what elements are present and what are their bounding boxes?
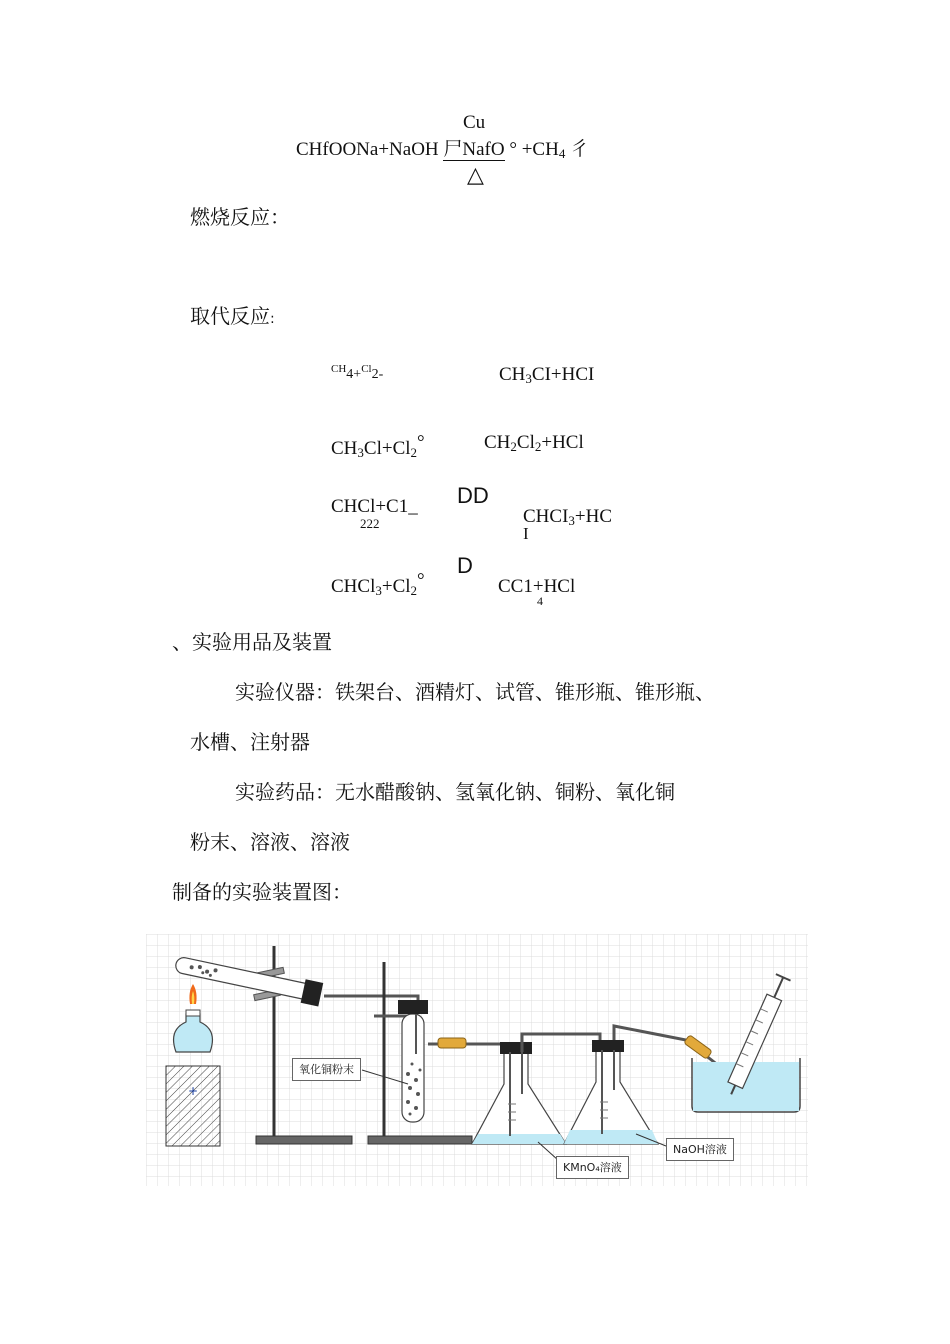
r2-product-tail: +HCl xyxy=(541,432,584,453)
degree-mark: ° xyxy=(509,139,517,160)
diagram-heading: 制备的实验装置图： xyxy=(172,880,352,904)
section-heading: 、实验用品及装置 xyxy=(172,630,332,654)
instruments-line-1: 实验仪器：铁架台、酒精灯、试管、锥形瓶、锥形瓶、 xyxy=(235,680,715,704)
reaction-1-product xyxy=(499,364,594,387)
reaction-2-left xyxy=(331,432,425,461)
r1-product: CH xyxy=(499,364,526,385)
label-kmno4: KMnO₄溶液 xyxy=(556,1156,629,1179)
r4-left-rest: +Cl xyxy=(381,576,411,597)
r1-four: 4 xyxy=(346,367,354,382)
r2-product-rest: Cl xyxy=(516,432,535,453)
burner-stand-block xyxy=(166,1066,220,1146)
r1-product-sub: 3 xyxy=(525,371,532,386)
reaction-4-left xyxy=(331,570,425,599)
instruments-line-2: 水槽、注射器 xyxy=(190,730,310,754)
reaction-1-left xyxy=(331,362,383,384)
combustion-heading: 燃烧反应： xyxy=(190,205,290,229)
reaction-3-under: 222 xyxy=(360,516,380,531)
r1-ch: CH xyxy=(331,363,347,375)
apparatus-diagram xyxy=(146,934,808,1186)
equation-decarboxylation xyxy=(296,134,589,162)
r3-product-rest: +HC xyxy=(574,506,613,527)
reagents-line-2: 粉末、溶液、溶液 xyxy=(190,830,350,854)
r2-degree: ° xyxy=(417,432,425,453)
r1-cl: Cl xyxy=(361,363,372,375)
substitution-heading-colon: : xyxy=(270,311,275,327)
r2-product: CH xyxy=(484,432,511,453)
reaction-4-under: 4 xyxy=(537,594,543,608)
flask-1-stopper xyxy=(500,1042,532,1054)
r2-product-sub2: 2 xyxy=(534,439,542,454)
product-salt: NafO xyxy=(462,139,505,160)
r1-plus: + xyxy=(353,367,362,382)
reaction-3-product xyxy=(523,506,612,529)
r2-left-rest: Cl+Cl xyxy=(363,438,411,459)
reactants: CHfOONa+NaOH xyxy=(296,139,439,160)
reaction-3-marker: DD xyxy=(457,483,489,508)
r1-dash: - xyxy=(378,367,384,382)
r4-left-sub2: 2 xyxy=(410,583,418,598)
cuo-tube-stopper xyxy=(398,1000,428,1014)
r2-left: CH xyxy=(331,438,358,459)
reaction-3-left: CHCl+C1_ xyxy=(331,496,418,517)
label-cuo: 氧化铜粉末 xyxy=(292,1058,361,1081)
r2-product-sub: 2 xyxy=(510,439,517,454)
r4-product: CC1 xyxy=(498,576,533,597)
heat-symbol: △ xyxy=(467,162,484,187)
reaction-3-wrap: I xyxy=(523,524,529,543)
flask-2-stopper xyxy=(592,1040,624,1052)
r3-product: CHCI xyxy=(523,506,569,527)
label-naoh: NaOH溶液 xyxy=(666,1138,734,1161)
gas-arrow: 彳 xyxy=(570,139,590,160)
catalyst-label: Cu xyxy=(463,112,486,133)
r2-left-sub: 3 xyxy=(357,445,364,460)
reagents-line-1: 实验药品：无水醋酸钠、氢氧化钠、铜粉、氧化铜 xyxy=(235,780,675,804)
r4-degree: ° xyxy=(417,570,425,591)
reaction-arrow: 尸 xyxy=(443,139,463,160)
reaction-2-product xyxy=(484,432,584,455)
r1-product-rest: CI+HCI xyxy=(531,364,595,385)
methane-product: +CH xyxy=(521,139,559,160)
r4-left-sub: 3 xyxy=(375,583,382,598)
rubber-joint-1 xyxy=(438,1038,466,1048)
methane-subscript: 4 xyxy=(558,146,566,161)
r4-product-rest: +HCl xyxy=(532,576,576,597)
r3-product-sub: 3 xyxy=(568,513,575,528)
r2-left-sub2: 2 xyxy=(410,445,418,460)
block-cross-mark: + xyxy=(188,1084,199,1098)
reaction-4-marker: D xyxy=(457,553,473,578)
r1-two: 2 xyxy=(371,367,379,382)
r4-left: CHCl xyxy=(331,576,376,597)
substitution-heading-text: 取代反应 xyxy=(190,304,270,328)
substitution-heading xyxy=(190,300,275,329)
